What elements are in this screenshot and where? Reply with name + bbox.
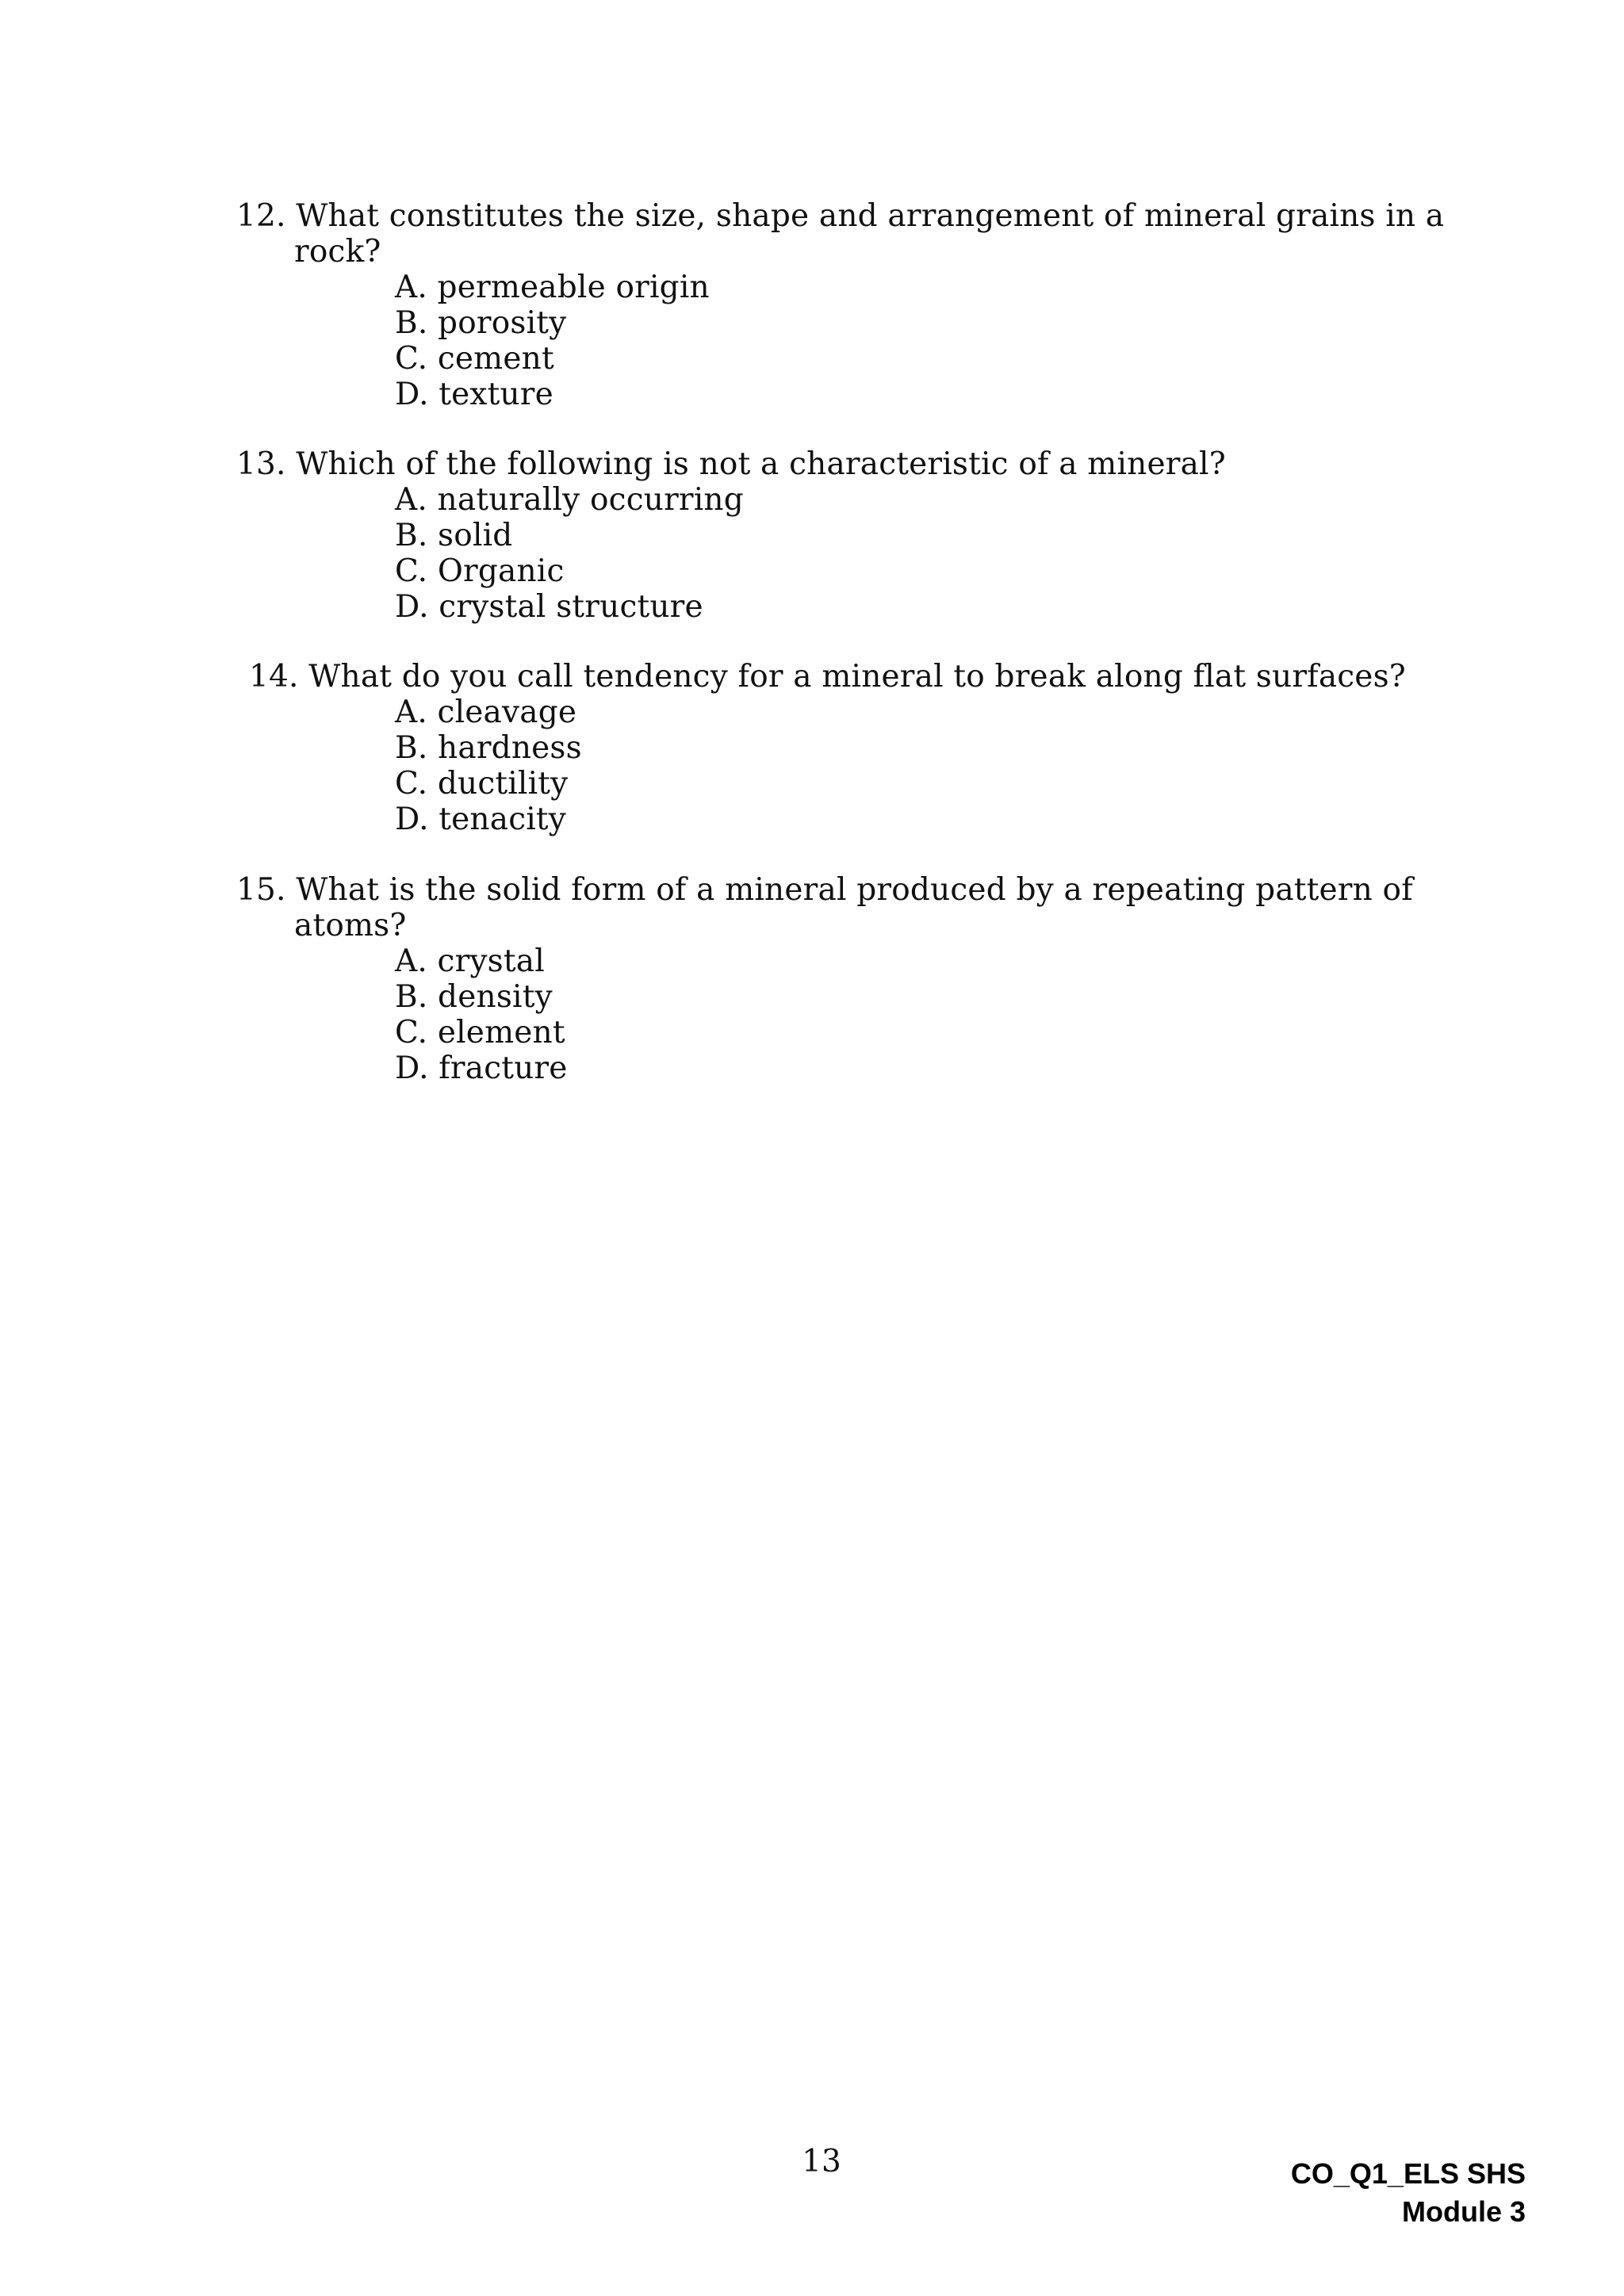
question-13-options <box>236 482 1226 625</box>
question-14-stem: 14. What do you call tendency for a mineral to break along flat surfaces? <box>249 659 1406 695</box>
question-15-options <box>236 943 1413 1086</box>
question-12-stem: 12. What constitutes the size, shape and arrangement of mineral grains in a <box>236 198 1445 234</box>
module-code-footer <box>1291 2155 1526 2231</box>
question-15-option-c: C. element <box>395 1015 565 1050</box>
question-13-option-c: C. Organic <box>395 553 565 589</box>
question-14-option-d: D. tenacity <box>395 802 567 837</box>
question-14-option-a: A. cleavage <box>395 695 577 730</box>
question-13 <box>236 446 1226 625</box>
page-number: 13 <box>802 2144 841 2179</box>
module-code-line-2: Module 3 <box>1401 2195 1526 2228</box>
question-12-option-a: A. permeable origin <box>395 270 710 305</box>
question-15-option-b: B. density <box>395 979 553 1015</box>
question-15-option-d: D. fracture <box>395 1050 568 1086</box>
question-14-options <box>249 695 1406 837</box>
module-code-line-1: CO_Q1_ELS SHS <box>1290 2157 1526 2190</box>
question-12 <box>236 198 1444 412</box>
question-15-option-a: A. crystal <box>395 943 545 979</box>
question-14-option-b: B. hardness <box>395 730 582 766</box>
question-12-stem-continuation: rock? <box>294 234 381 270</box>
question-13-option-b: B. solid <box>395 518 513 553</box>
question-15 <box>236 872 1413 1086</box>
question-12-option-c: C. cement <box>395 341 554 377</box>
question-12-options <box>236 270 1444 412</box>
question-14 <box>249 659 1406 837</box>
question-14-option-c: C. ductility <box>395 766 569 802</box>
question-13-option-a: A. naturally occurring <box>395 482 744 518</box>
question-15-stem: 15. What is the solid form of a mineral produced by a repeating pattern of <box>236 872 1413 908</box>
question-15-stem-continuation: atoms? <box>294 908 407 943</box>
question-12-option-b: B. porosity <box>395 305 567 341</box>
question-12-option-d: D. texture <box>395 377 553 412</box>
question-13-stem: 13. Which of the following is not a characteristic of a mineral? <box>236 446 1226 482</box>
question-13-option-d: D. crystal structure <box>395 589 703 625</box>
